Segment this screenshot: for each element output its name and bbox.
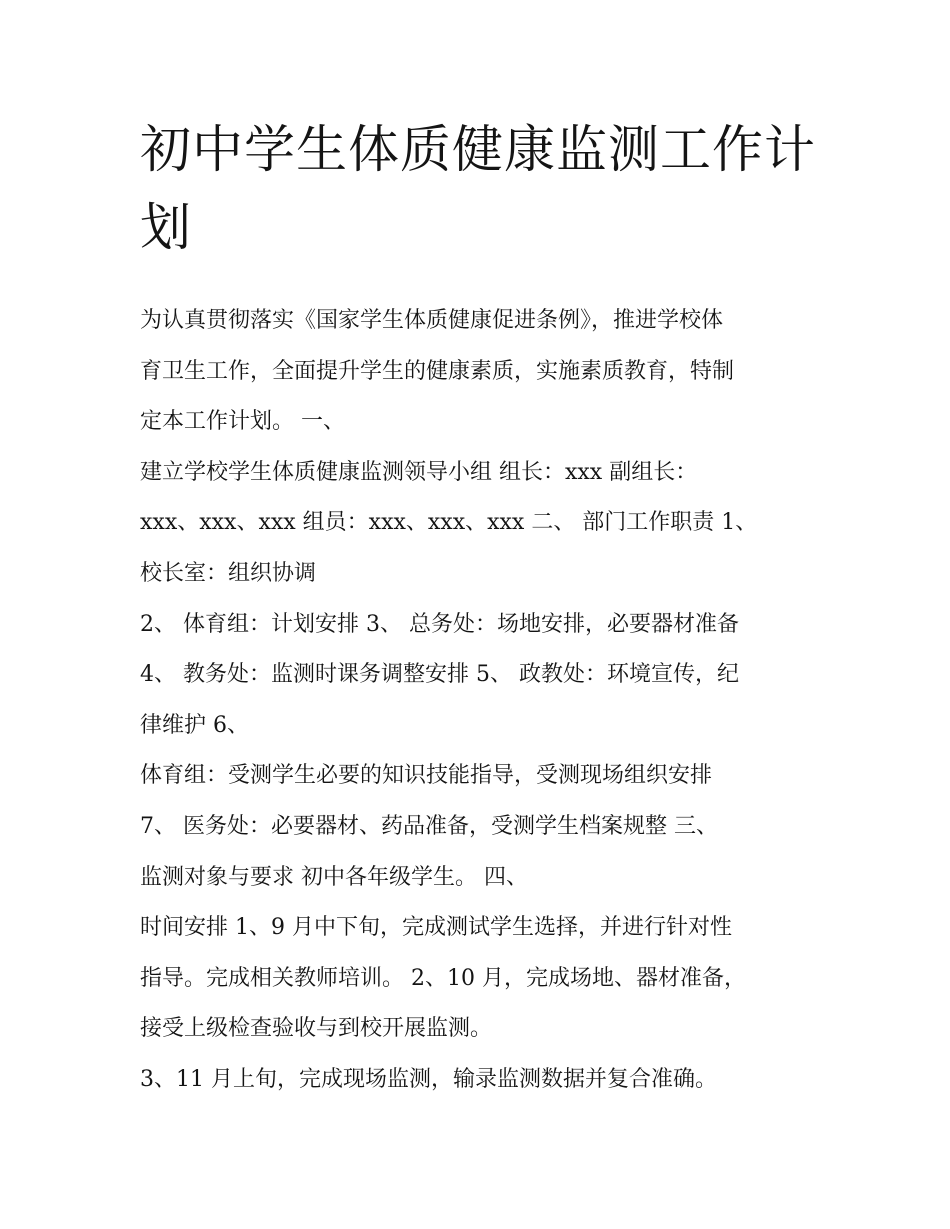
body-line: 定本工作计划。 一、 <box>140 409 345 435</box>
body-line: 为认真贯彻落实《国家学生体质健康促进条例》，推进学校体 <box>140 308 724 333</box>
body-line: 4、 教务处：监测时课务调整安排 5、 政教处：环境宣传，纪 <box>140 662 739 688</box>
body-line: 3、11 月上旬，完成现场监测，输录监测数据并复合准确。 <box>140 1066 717 1092</box>
document-body <box>140 296 820 1106</box>
body-line: 2、 体育组：计划安排 3、 总务处：场地安排，必要器材准备 <box>140 611 739 637</box>
body-line: 接受上级检查验收与到校开展监测。 <box>140 1016 493 1042</box>
body-line: 体育组：受测学生必要的知识技能指导，受测现场组织安排 <box>140 763 713 789</box>
body-line: 指导。完成相关教师培训。 2、10 月，完成场地、器材准备， <box>140 965 746 991</box>
body-line: 建立学校学生体质健康监测领导小组 组长：xxx 副组长： <box>140 459 698 485</box>
body-line: 时间安排 1、9 月中下旬，完成测试学生选择，并进行针对性 <box>140 915 732 941</box>
paragraph <box>140 296 820 1106</box>
body-line: 律维护 6、 <box>140 712 249 738</box>
body-line: 监测对象与要求 初中各年级学生。 四、 <box>140 864 528 890</box>
body-line: 7、 医务处：必要器材、药品准备，受测学生档案规整 三、 <box>140 813 718 839</box>
body-line: 校长室：组织协调 <box>140 560 317 586</box>
body-line: xxx、xxx、xxx 组员：xxx、xxx、xxx 二、 部门工作职责 1、 <box>140 510 758 536</box>
document-title: 初中学生体质健康监测工作计划 <box>140 121 817 258</box>
body-line: 育卫生工作，全面提升学生的健康素质，实施素质教育，特制 <box>140 358 735 384</box>
